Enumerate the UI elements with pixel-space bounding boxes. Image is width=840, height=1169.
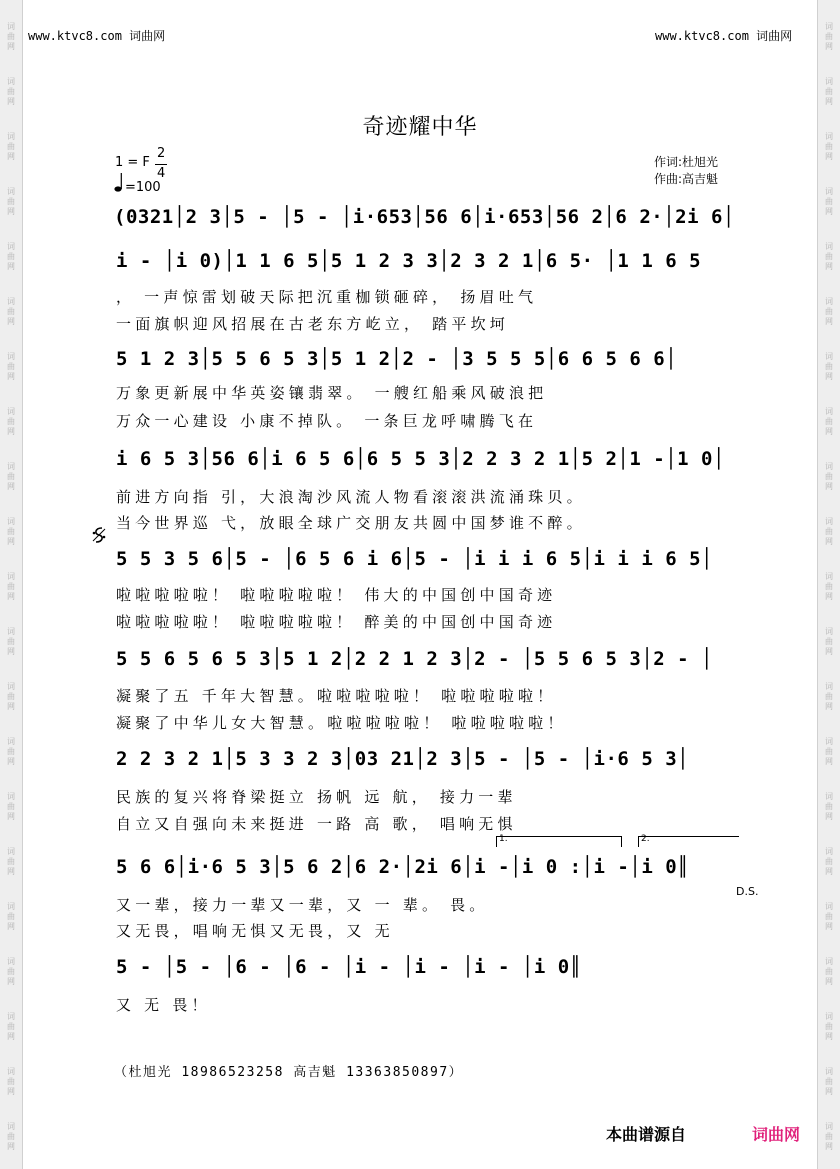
lyric-line: ， 一声惊雷划破天际把沉重枷锁砸碎， 扬眉吐气: [116, 288, 538, 306]
side-watermark: 词曲网: [825, 517, 833, 546]
lyric-line: 当今世界巡 弋，放眼全球广交朋友共圆中国梦谁不醉。: [116, 514, 586, 532]
side-watermark: 词曲网: [7, 297, 15, 326]
lyric-line: 又 无 畏！: [116, 996, 211, 1014]
footer-brand-logo[interactable]: 词曲网: [752, 1125, 801, 1144]
side-watermark: 词曲网: [825, 682, 833, 711]
side-watermark: 词曲网: [7, 352, 15, 381]
lyric-line: 又无畏，唱响无惧又无畏，又 无: [116, 922, 394, 940]
lyric-line: 凝聚了五 千年大智慧。啦啦啦啦啦！ 啦啦啦啦啦！: [116, 687, 557, 705]
side-watermark: 词曲网: [7, 187, 15, 216]
notation-line: 5 5 3 5 6│5 - │6 5 6 i 6│5 - │i i i 6 5│i i i 6 5│: [116, 548, 713, 570]
side-watermark: 词曲网: [7, 627, 15, 656]
side-watermark: 词曲网: [7, 1012, 15, 1041]
song-title: 奇迹耀中华: [362, 115, 478, 140]
dal-segno-mark: D.S.: [736, 885, 759, 898]
footer-source-label: 本曲谱源自: [606, 1125, 687, 1144]
time-signature-top: 2: [157, 146, 166, 161]
side-watermark: 词曲网: [825, 627, 833, 656]
side-watermark: 词曲网: [825, 792, 833, 821]
side-watermark: 词曲网: [7, 132, 15, 161]
lyric-line: 万众一心建设 小康不掉队。 一条巨龙呼啸腾飞在: [116, 412, 538, 430]
lyric-line: 凝聚了中华儿女大智慧。啦啦啦啦啦！ 啦啦啦啦啦！: [116, 714, 567, 732]
side-watermark: 词曲网: [7, 1122, 15, 1151]
lyric-line: 民族的复兴将脊梁挺立 扬帆 远 航， 接力一辈: [116, 788, 517, 806]
notation-line: 2 2 3 2 1│5 3 3 2 3│03 21│2 3│5 - │5 - │i·6 5 3│: [116, 748, 690, 770]
lyric-line: 啦啦啦啦啦！ 啦啦啦啦啦！ 伟大的中国创中国奇迹: [116, 586, 557, 604]
lyric-line: 前进方向指 引，大浪淘沙风流人物看滚滚洪流涌珠贝。: [116, 488, 586, 506]
side-watermark: 词曲网: [825, 572, 833, 601]
notation-line: 5 1 2 3│5 5 6 5 3│5 1 2│2 - │3 5 5 5│6 6 5 6 6│: [116, 348, 678, 370]
side-watermark: 词曲网: [7, 847, 15, 876]
side-watermark: 词曲网: [7, 572, 15, 601]
lyric-line: 啦啦啦啦啦！ 啦啦啦啦啦！ 醉美的中国创中国奇迹: [116, 613, 557, 631]
lyric-line: 一面旗帜迎风招展在古老东方屹立， 踏平坎坷: [116, 315, 509, 333]
side-watermark: 词曲网: [7, 682, 15, 711]
side-watermark: 词曲网: [825, 297, 833, 326]
notation-line: 5 5 6 5 6 5 3│5 1 2│2 2 1 2 3│2 - │5 5 6 5 3│2 - │: [116, 648, 713, 670]
first-ending-label: 1.: [499, 834, 508, 844]
side-watermark: 词曲网: [825, 77, 833, 106]
lyric-line: 自立又自强向未来挺进 一路 高 歌， 唱响无惧: [116, 815, 517, 833]
side-watermark: 词曲网: [825, 847, 833, 876]
lyric-line: 又一辈，接力一辈又一辈，又 一 辈。 畏。: [116, 896, 489, 914]
side-watermark: 词曲网: [825, 352, 833, 381]
side-watermark: 词曲网: [7, 517, 15, 546]
segno-sign: [90, 525, 108, 545]
notation-line: (0321│2 3│5 - │5 - │i·653│56 6│i·653│56 2│6 2·│2i 6│: [114, 206, 735, 228]
first-ending-bracket: [496, 836, 622, 847]
contact-info: （杜旭光 18986523258 高吉魁 13363850897）: [114, 1065, 464, 1080]
composer-credit: 作曲:高吉魁: [654, 172, 719, 186]
side-watermark: 词曲网: [7, 407, 15, 436]
side-watermark: 词曲网: [825, 132, 833, 161]
tempo-value: =100: [125, 180, 161, 195]
side-watermark: 词曲网: [825, 737, 833, 766]
side-watermark: 词曲网: [825, 242, 833, 271]
side-watermark: 词曲网: [7, 957, 15, 986]
side-watermark: 词曲网: [7, 462, 15, 491]
lyric-line: 万象更新展中华英姿镶翡翠。 一艘红船乘风破浪把: [116, 384, 548, 402]
notation-line: i 6 5 3│56 6│i 6 5 6│6 5 5 3│2 2 3 2 1│5 2│1 -│1 0│: [116, 448, 725, 470]
side-watermark: 词曲网: [7, 792, 15, 821]
side-watermark: 词曲网: [825, 1067, 833, 1096]
notation-line: 5 - │5 - │6 - │6 - │i - │i - │i - │i 0║: [116, 956, 582, 978]
notation-line: i - │i 0)│1 1 6 5│5 1 2 3 3│2 3 2 1│6 5· │1 1 6 5: [116, 250, 702, 272]
side-watermark: 词曲网: [825, 902, 833, 931]
side-watermark: 词曲网: [7, 22, 15, 51]
side-watermark: 词曲网: [825, 1122, 833, 1151]
side-watermark: 词曲网: [7, 902, 15, 931]
header-site-left[interactable]: www.ktvc8.com 词曲网: [28, 29, 166, 43]
side-watermark: 词曲网: [7, 242, 15, 271]
second-ending-label: 2.: [641, 834, 650, 844]
key-signature: 1 = F: [115, 155, 150, 170]
side-watermark: 词曲网: [825, 957, 833, 986]
side-watermark: 词曲网: [825, 187, 833, 216]
side-watermark: 词曲网: [825, 1012, 833, 1041]
side-watermark: 词曲网: [825, 407, 833, 436]
side-watermark: 词曲网: [7, 737, 15, 766]
second-ending-bracket: [638, 836, 739, 847]
time-signature-bottom: 4: [157, 166, 166, 181]
header-site-right[interactable]: www.ktvc8.com 词曲网: [655, 29, 793, 43]
side-watermark: 词曲网: [7, 1067, 15, 1096]
notation-line: 5 6 6│i·6 5 3│5 6 2│6 2·│2i 6│i -│i 0 :│i -│i 0║: [116, 856, 690, 878]
side-watermark: 词曲网: [825, 22, 833, 51]
lyricist-credit: 作词:杜旭光: [654, 155, 719, 169]
time-signature-line: [155, 164, 167, 165]
side-watermark: 词曲网: [7, 77, 15, 106]
side-watermark: 词曲网: [825, 462, 833, 491]
